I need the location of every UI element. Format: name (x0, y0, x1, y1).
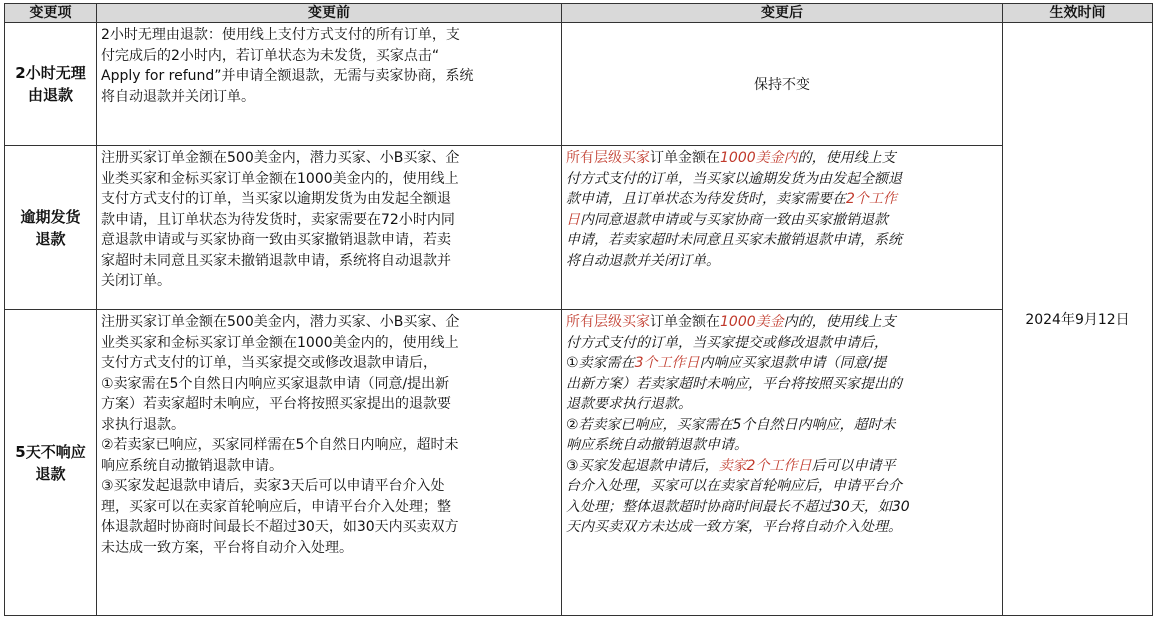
highlight-text: 2个工作 (846, 191, 897, 207)
header-before: 变更前 (97, 4, 562, 23)
row-before: 注册买家订单金额在500美金内，潜力买家、小B买家、企 业类买家和金标买家订单金额在1000美金内的，使用线上 支付方式支付的订单，当买家提交或修改退款申请后， ①卖家需在5个自然日内响应买家退款申请（同意/提出新 方案）若卖家超时未响应，平台将按照买家提出的退款要 求执行退款。 ②若卖家已响应，买家同样需在5个自然日内响应，超时未 响应系统自动撤销退款申请。 ③买家发起退款申请后，卖家3天后可以申请平台介入处 理，买家可以在卖家首轮响应后，申请平台介入处理；整 体退款超时协商时间最长不超过30天，如30天内买卖双方 未达成一致方案，平台将自动介入处理。 (97, 310, 562, 616)
row-before: 2小时无理由退款：使用线上支付方式支付的所有订单，支 付完成后的2小时内，若订单状态为未发货，买家点击“ Apply for refund”并申请全额退款，无需与卖家协商，系统 将自动退款并关闭订单。 (97, 23, 562, 146)
row-item: 5天不响应 退款 (5, 310, 97, 616)
row-after: 保持不变 (562, 23, 1003, 146)
header-after: 变更后 (562, 4, 1003, 23)
table-row (5, 146, 1153, 310)
row-after: 所有层级买家订单金额在1000美金内的，使用线上支 付方式支付的订单，当买家以逾期发货为由发起全额退 款申请，且订单状态为待发货时，卖家需要在2个工作 日内同意退款申请或与买家协商一致由买家撤销退款 申请，若卖家超时未同意且买家未撤销退款申请，系统 将自动退款并关闭订单。 (562, 146, 1003, 310)
row-item: 2小时无理 由退款 (5, 23, 97, 146)
table-row (5, 310, 1153, 616)
highlight-text: 1000美金内 (720, 150, 798, 166)
highlight-text: 日 (566, 211, 580, 228)
row-item: 逾期发货 退款 (5, 146, 97, 310)
row-before: 注册买家订单金额在500美金内，潜力买家、小B买家、企 业类买家和金标买家订单金额在1000美金内的，使用线上 支付方式支付的订单，当买家以逾期发货为由发起全额退 款申请，且订单状态为待发货时，卖家需要在72小时内同 意退款申请或与买家协商一致由买家撤销退款申请，若卖 家超时未同意且买家未撤销退款申请，系统将自动退款并 关闭订单。 (97, 146, 562, 310)
highlight-text: 卖家2个工作日 (718, 457, 812, 474)
highlight-text: 所有层级买家 (566, 314, 650, 330)
highlight-text: 所有层级买家 (566, 150, 650, 166)
policy-change-table (4, 3, 1153, 616)
effective-date: 2024年9月12日 (1003, 23, 1153, 616)
highlight-text: 3个工作日 (634, 355, 700, 371)
table-row (5, 23, 1153, 146)
header-effective: 生效时间 (1003, 4, 1153, 23)
highlight-text: 1000美金 (720, 314, 784, 330)
header-row (5, 4, 1153, 23)
row-after: 所有层级买家订单金额在1000美金内的，使用线上支 付方式支付的订单，当买家提交或修改退款申请后， ①卖家需在3个工作日内响应买家退款申请（同意/提 出新方案）若卖家超时未响应，平台将按照买家提出的 退款要求执行退款。 ②若卖家已响应，买家需在5个自然日内响应，超时未 响应系统自动撤销退款申请。 ③买家发起退款申请后，卖家2个工作日后可以申请平 台介入处理，买家可以在卖家首轮响应后，申请平台介 入处理；整体退款超时协商时间最长不超过30天，如30 天内买卖双方未达成一致方案，平台将自动介入处理。 (562, 310, 1003, 616)
header-item: 变更项 (5, 4, 97, 23)
